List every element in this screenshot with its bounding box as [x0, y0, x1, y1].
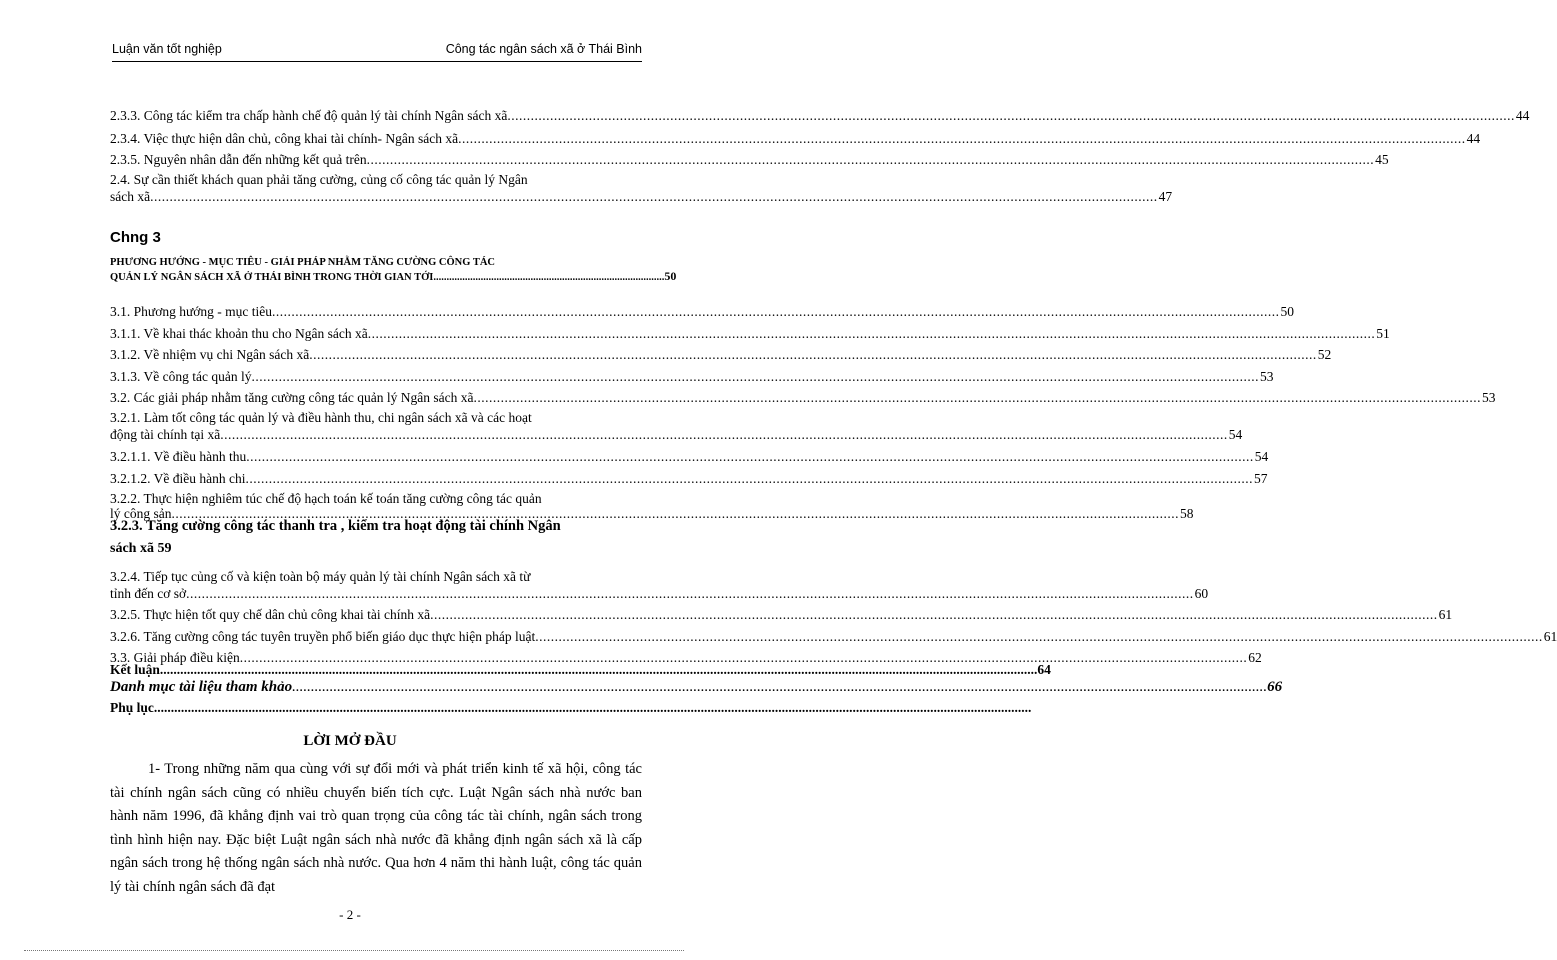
- toc-entry: 3.2.5. Thực hiện tốt quy chế dân chủ công khai tài chính xã ..... 61: [110, 606, 642, 623]
- toc-entry: 3.2.6. Tăng cường công tác tuyên truyền phổ biến giáo dục thực hiện pháp luật ..... 61: [110, 628, 642, 645]
- toc-entry: 2.3.5. Nguyên nhân dẫn đến những kết quả trên ..... 45: [110, 151, 642, 168]
- page-header: [112, 40, 642, 62]
- toc-entry: động tài chính tại xã ..... 54: [110, 426, 642, 443]
- footer-rule: [24, 950, 684, 951]
- toc-entry: 3.2.1.1. Về điều hành thu ..... 54: [110, 448, 642, 465]
- toc-entry: 3.1.1. Về khai thác khoản thu cho Ngân sách xã ..... 51: [110, 325, 642, 342]
- toc-entry-line1: 3.2.1. Làm tốt công tác quản lý và điều hành thu, chi ngân sách xã và các hoạt: [110, 410, 532, 425]
- toc-entry: 3.2.1.2. Về điều hành chi ..... 57: [110, 470, 642, 487]
- toc-entry: 2.3.3. Công tác kiểm tra chấp hành chế độ quản lý tài chính Ngân sách xã ..... 44: [110, 107, 642, 124]
- toc-entry-bold-line1: 3.2.3. Tăng cường công tác thanh tra , kiểm tra hoạt động tài chính Ngân: [110, 518, 561, 534]
- chapter-label: Chng 3: [110, 229, 161, 246]
- intro-paragraph: 1- Trong những năm qua cùng với sự đổi mới và phát triển kinh tế xã hội, công tác tài chính ngân sách cũng có nhiều chuyển biến tích cực. Luật Ngân sách nhà nước ban hành năm 1996, đã khẳng định vai trò quan trọng của công tác tài chính, ngân sách trong tình hình hiện nay. Đặc biệt Luật ngân sách nhà nước đã khẳng định ngân sách xã là cấp ngân sách trong hệ thống ngân sách nhà nước. Qua hơn 4 năm thi hành luật, công tác quản lý tài chính ngân sách đã đạt: [110, 761, 642, 895]
- chapter-title-line1: PHƯƠNG HƯỚNG - MỤC TIÊU - GIẢI PHÁP NHẰM TĂNG CƯỜNG CÔNG TÁC: [110, 257, 495, 268]
- toc-entry: 3.2. Các giải pháp nhằm tăng cường công tác quản lý Ngân sách xã ..... 53: [110, 389, 642, 406]
- toc-entry-line1: 3.2.2. Thực hiện nghiêm túc chế độ hạch toán kế toán tăng cường công tác quản: [110, 491, 542, 506]
- toc-entry: sách xã ..... 47: [110, 188, 642, 205]
- toc-ket-luan: Kết luận ..... 64: [110, 662, 656, 678]
- toc-entry: lý công sản ..... 58: [110, 505, 642, 522]
- chapter-title-line2: QUẢN LÝ NGÂN SÁCH XÃ Ở THÁI BÌNH TRONG THỜI GIAN TỚI ........................................................................................ 50: [110, 269, 677, 283]
- toc-entry: 3.1. Phương hướng - mục tiêu ..... 50: [110, 303, 642, 320]
- header-left: Luận văn tốt nghiệp: [112, 42, 222, 56]
- toc-entry-line1: 3.2.4. Tiếp tục củng cố và kiện toàn bộ máy quản lý tài chính Ngân sách xã từ: [110, 569, 531, 584]
- toc-entry: 3.1.3. Về công tác quản lý ..... 53: [110, 368, 642, 385]
- toc-entry-line1: 2.4. Sự cần thiết khách quan phải tăng cường, củng cố công tác quản lý Ngân: [110, 172, 528, 187]
- toc-danh-muc: Danh mục tài liệu tham khảo ..... 66: [110, 679, 662, 696]
- toc-entry: 3.3. Giải pháp điều kiện ..... 62: [110, 649, 642, 666]
- toc-entry-bold-line2: sách xã 59: [110, 541, 172, 556]
- toc-phu-luc: Phụ lục .....: [110, 700, 642, 716]
- header-right: Công tác ngân sách xã ở Thái Bình: [445, 42, 642, 56]
- header-rule: [112, 61, 642, 62]
- toc-entry: 3.1.2. Về nhiệm vụ chi Ngân sách xã ..... 52: [110, 346, 642, 363]
- intro-title: LỜI MỞ ĐẦU: [303, 733, 397, 749]
- toc-entry: tỉnh đến cơ sở ..... 60: [110, 585, 642, 602]
- toc-entry: 2.3.4. Việc thực hiện dân chủ, công khai tài chính- Ngân sách xã ..... 44: [110, 130, 642, 147]
- page-number: - 2 -: [339, 907, 361, 922]
